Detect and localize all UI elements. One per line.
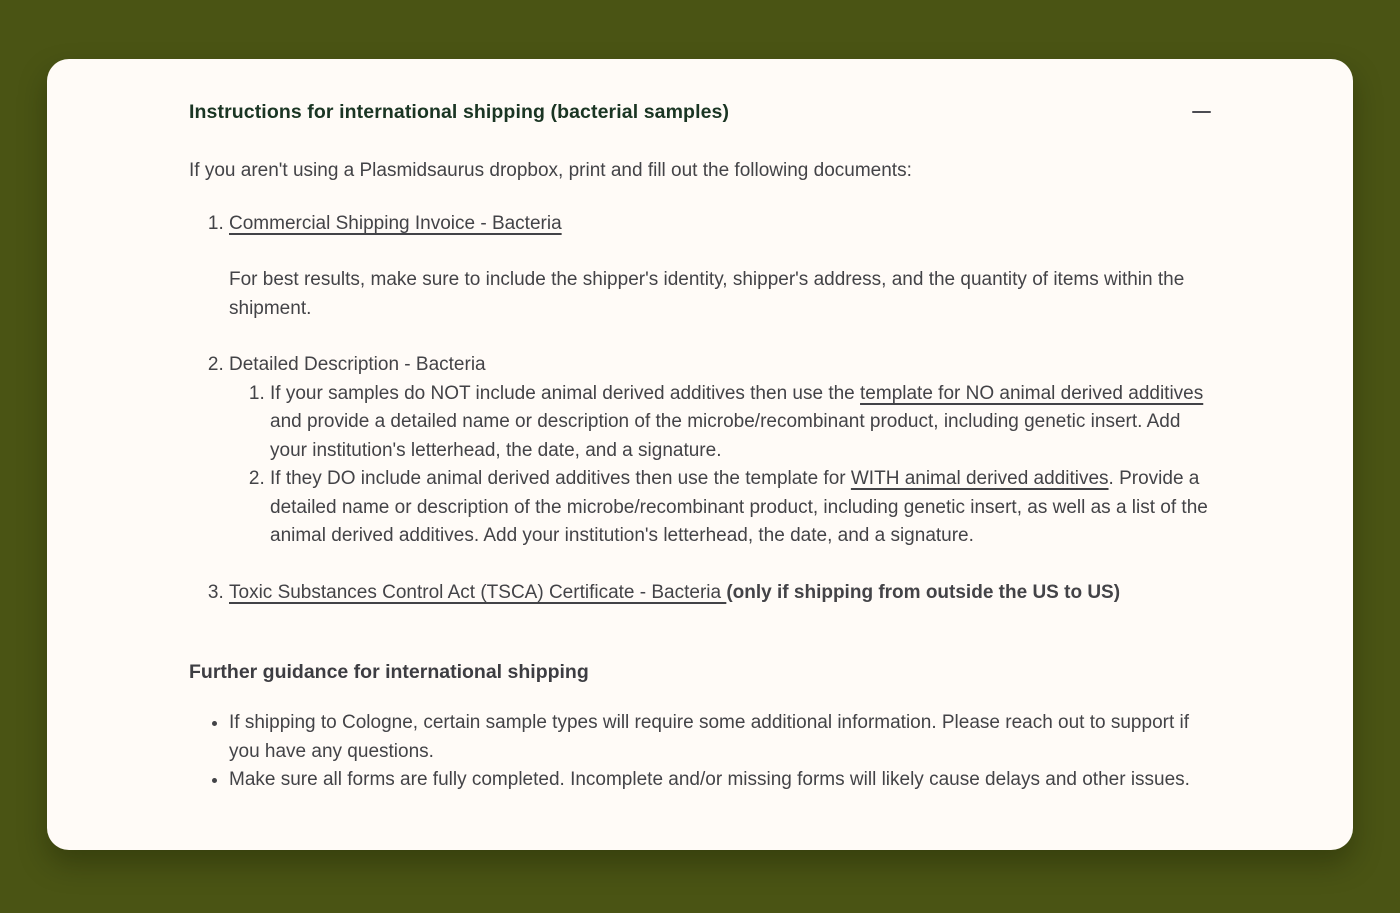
- collapse-button[interactable]: [1185, 99, 1211, 125]
- sublist-item-no-additives: [270, 380, 1211, 466]
- sublist-item-with-additives: [270, 465, 1211, 551]
- tsca-condition-text: (only if shipping from outside the US to US): [726, 581, 1121, 603]
- documents-list: [189, 210, 1211, 608]
- bullet-item-forms: • Make sure all forms are fully completed. Incomplete and/or missing forms will likely cause delays and other issues.: [229, 766, 1211, 795]
- document-item-detailed-description: [229, 351, 1211, 551]
- document-item-tsca-certificate: [229, 579, 1211, 608]
- sublist-text-pre: If they DO include animal derived additives then use the template for: [270, 468, 851, 489]
- link-commercial-shipping-invoice[interactable]: Commercial Shipping Invoice - Bacteria: [229, 212, 562, 234]
- minus-icon: [1192, 111, 1211, 114]
- invoice-note: For best results, make sure to include the shipper's identity, shipper's address, and the quantity of items within the shipment.: [229, 269, 1185, 319]
- detailed-description-label: 2. Detailed Description - Bacteria: [229, 354, 486, 375]
- further-guidance-heading: Further guidance for international shipping: [189, 661, 589, 683]
- additives-sublist: [229, 380, 1211, 551]
- sublist-text-post: . Provide a detailed name or description of the microbe/recombinant product, including genetic insert, as well as a list of the animal derived additives. Add your institution's letterhead, the date, and a signature.: [270, 468, 1208, 546]
- accordion-header: [189, 99, 1211, 125]
- document-item-commercial-invoice: [229, 210, 1211, 324]
- link-template-with-animal-derived-additives[interactable]: WITH animal derived additives: [850, 468, 1109, 489]
- bullet-item-cologne: • If shipping to Cologne, certain sample types will require some additional information. Please reach out to support if you have any questions.: [229, 709, 1211, 766]
- link-tsca-certificate[interactable]: Toxic Substances Control Act (TSCA) Certificate - Bacteria: [229, 581, 727, 603]
- guidance-bullet-list: [189, 709, 1211, 795]
- accordion-card: [47, 59, 1353, 850]
- accordion-title: Instructions for international shipping (bacterial samples): [189, 101, 730, 123]
- sublist-text-post: and provide a detailed name or description of the microbe/recombinant product, including genetic insert. Add your institution's letterhead, the date, and a signature.: [270, 411, 1181, 461]
- intro-paragraph: If you aren't using a Plasmidsaurus dropbox, print and fill out the following documents:: [189, 160, 912, 181]
- link-template-no-animal-derived-additives[interactable]: template for NO animal derived additives: [860, 382, 1204, 404]
- sublist-text-pre: If your samples do NOT include animal derived additives then use the: [270, 382, 861, 404]
